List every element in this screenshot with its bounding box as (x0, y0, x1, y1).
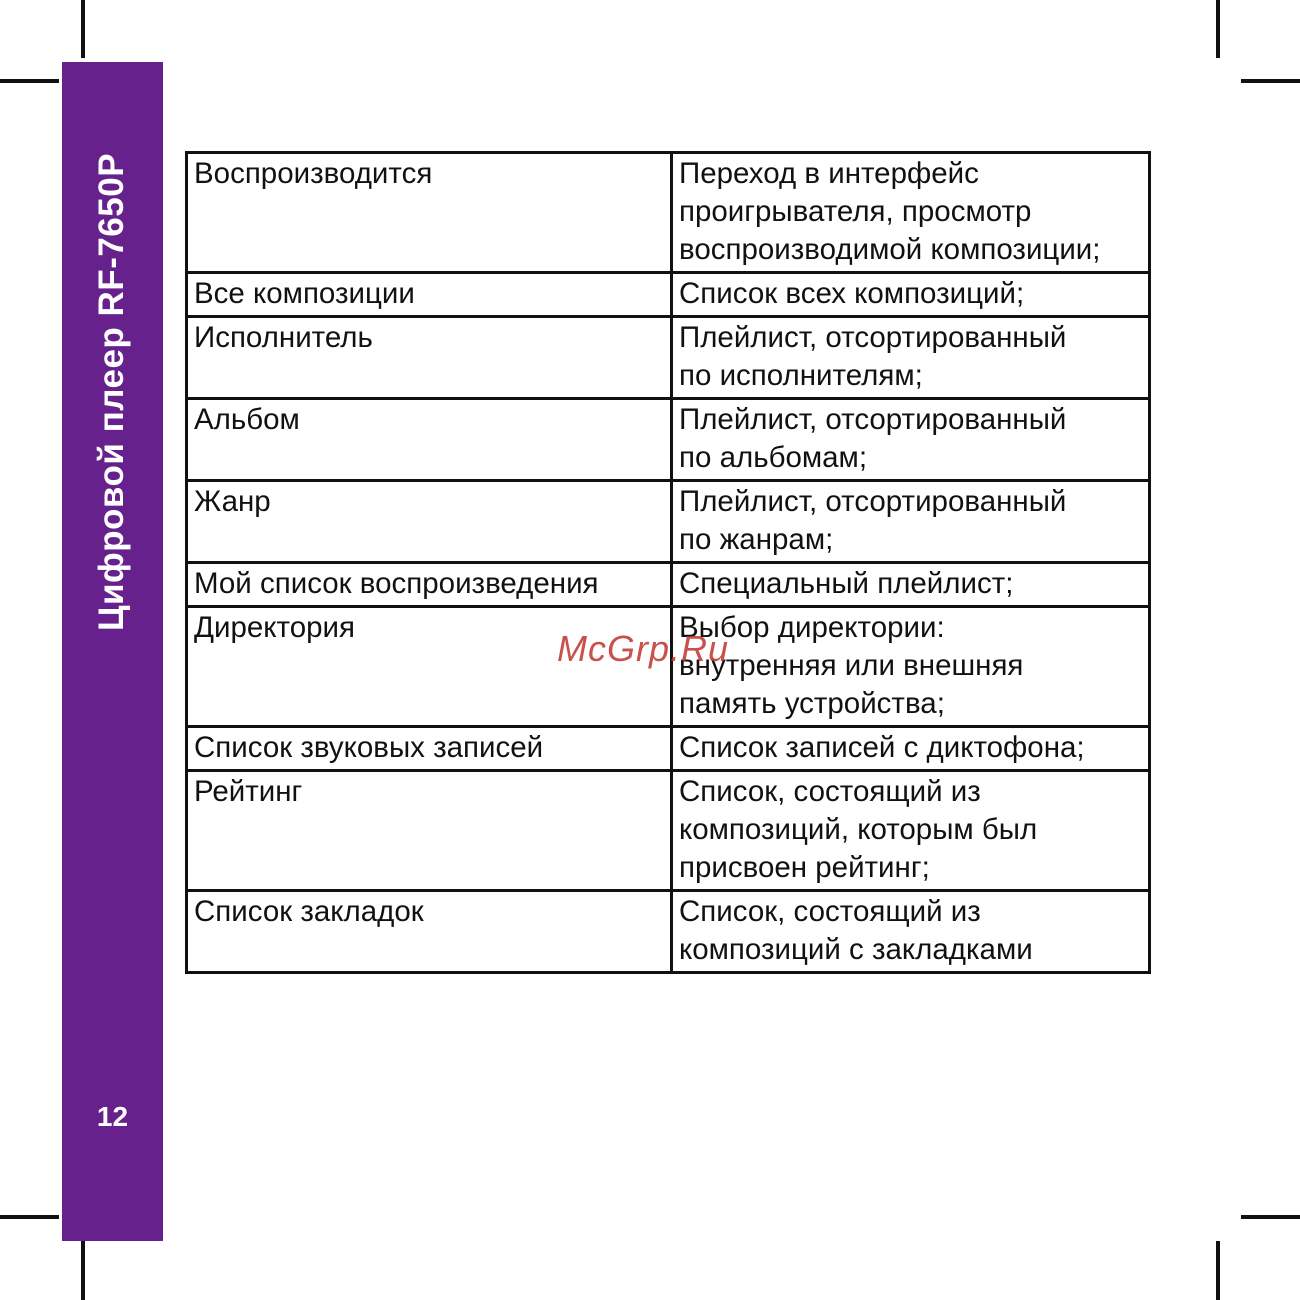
crop-mark-bottom-left-horizontal (0, 1215, 59, 1219)
crop-mark-bottom-left-vertical (81, 1241, 85, 1300)
menu-item-description: Плейлист, отсортированный по жанрам; (672, 481, 1150, 563)
menu-item-description: Выбор директории: внутренняя или внешняя память устройства; (672, 607, 1150, 727)
crop-mark-top-left-horizontal (0, 79, 59, 83)
menu-item-name: Альбом (187, 399, 672, 481)
table-row (187, 563, 1150, 607)
crop-mark-top-right-vertical (1216, 0, 1220, 58)
menu-item-name: Мой список воспроизведения (187, 563, 672, 607)
table-row (187, 727, 1150, 771)
menu-item-name: Список звуковых записей (187, 727, 672, 771)
table-row (187, 317, 1150, 399)
table-row (187, 153, 1150, 273)
menu-item-description: Список, состоящий из композиций, которым был присвоен рейтинг; (672, 771, 1150, 891)
menu-item-name: Директория (187, 607, 672, 727)
table-row (187, 399, 1150, 481)
menu-item-description: Список записей с диктофона; (672, 727, 1150, 771)
page-number: 12 (96, 1101, 129, 1132)
menu-item-description: Список, состоящий из композиций с закладками (672, 891, 1150, 973)
menu-item-name: Воспроизводится (187, 153, 672, 273)
menu-item-name: Исполнитель (187, 317, 672, 399)
crop-mark-bottom-right-vertical (1216, 1241, 1220, 1300)
menu-item-name: Рейтинг (187, 771, 672, 891)
menu-item-description: Плейлист, отсортированный по альбомам; (672, 399, 1150, 481)
sidebar-title: Цифровой плеер RF-7650P (92, 152, 131, 632)
menu-item-description: Список всех композиций; (672, 273, 1150, 317)
menu-item-name: Все композиции (187, 273, 672, 317)
menu-item-description: Специальный плейлист; (672, 563, 1150, 607)
table-row (187, 771, 1150, 891)
crop-mark-bottom-right-horizontal (1241, 1215, 1300, 1219)
table-row (187, 273, 1150, 317)
menu-items-table (185, 151, 1151, 974)
table-row (187, 891, 1150, 973)
menu-item-description: Переход в интерфейс проигрывателя, просмотр воспроизводимой композиции; (672, 153, 1150, 273)
watermark: McGrp.Ru (557, 628, 730, 669)
crop-mark-top-right-horizontal (1241, 79, 1300, 83)
table-row (187, 481, 1150, 563)
menu-item-name: Жанр (187, 481, 672, 563)
menu-item-description: Плейлист, отсортированный по исполнителям; (672, 317, 1150, 399)
crop-mark-top-left-vertical (81, 0, 85, 58)
menu-item-name: Список закладок (187, 891, 672, 973)
